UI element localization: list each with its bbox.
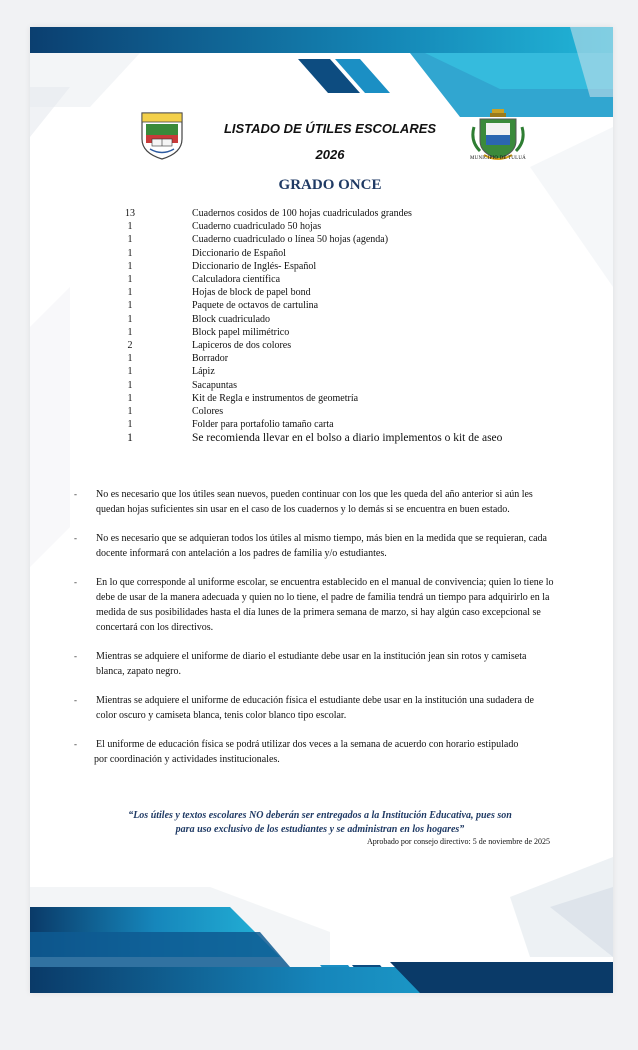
- supply-qty: 1: [127, 379, 133, 391]
- supply-row: [122, 299, 562, 312]
- supply-qty: 1: [127, 392, 133, 404]
- note-text: Mientras se adquiere el uniforme de diario el estudiante debe usar en la institución jean sin rotos y camiseta blanca, zapato negro.: [96, 651, 527, 677]
- notes-list: [74, 487, 554, 781]
- document-page: [30, 27, 613, 993]
- note-dash: -: [74, 695, 77, 705]
- quote-line: para uso exclusivo de los estudiantes y se administran en los hogares”: [175, 824, 465, 835]
- supply-row: [122, 405, 562, 418]
- supply-row: [122, 233, 562, 246]
- note-text: No es necesario que se adquieran todos los útiles al mismo tiempo, más bien en la medida que se requieran, cada docente informará con antelación a los padres de familia y/o estudiantes.: [96, 533, 547, 559]
- supply-qty: 1: [127, 432, 133, 445]
- note-item: [74, 575, 554, 635]
- note-dash: -: [74, 533, 77, 543]
- supply-item: Colores: [192, 406, 224, 418]
- supply-item: Se recomienda llevar en el bolso a diario implementos o kit de aseo: [192, 432, 503, 445]
- note-text: [96, 737, 554, 767]
- supply-row: [122, 260, 562, 273]
- closing-quote: [85, 809, 555, 837]
- supply-qty: 1: [127, 326, 133, 338]
- note-text: Mientras se adquiere el uniforme de educación física el estudiante debe usar en la institución una sudadera de color oscuro y camiseta blanca, tenis color blanco tipo escolar.: [96, 695, 534, 721]
- quote-line: “Los útiles y textos escolares NO deberán ser entregados a la Institución Educativa, pues son: [128, 810, 512, 821]
- note-text-line: El uniforme de educación física se podrá utilizar dos veces a la semana de acuerdo con horario estipulado: [96, 739, 519, 750]
- supply-row: [122, 313, 562, 326]
- note-item: [74, 649, 554, 679]
- supply-row: [122, 220, 562, 233]
- supply-qty: 1: [127, 366, 133, 378]
- supply-row: [122, 326, 562, 339]
- note-item: [74, 487, 554, 517]
- supply-item: Hojas de block de papel bond: [192, 287, 311, 299]
- supply-row: [122, 392, 562, 405]
- supply-qty: 1: [127, 300, 133, 312]
- supply-qty: 1: [127, 221, 133, 233]
- supply-item: Paquete de octavos de cartulina: [192, 300, 319, 312]
- supply-row: [122, 207, 562, 220]
- supply-row: [122, 365, 562, 378]
- supply-qty: 1: [127, 247, 133, 259]
- supply-qty: 2: [127, 340, 133, 352]
- supply-item: Block cuadriculado: [192, 313, 271, 325]
- supply-item: Borrador: [192, 353, 229, 365]
- approval-note: Aprobado por consejo directivo: 5 de noviembre de 2025: [366, 837, 550, 846]
- supply-qty: 1: [127, 353, 133, 365]
- supply-item: Diccionario de Español: [192, 247, 286, 259]
- note-item: [74, 693, 554, 723]
- supply-item: Block papel milimétrico: [192, 326, 290, 338]
- note-item: [74, 737, 554, 767]
- supply-qty: 1: [127, 406, 133, 418]
- grade-heading: GRADO ONCE: [278, 177, 382, 193]
- supply-row: [122, 418, 562, 431]
- municipality-label: MUNICIPIO DE TULUÁ: [469, 156, 526, 161]
- note-dash: -: [74, 739, 77, 749]
- note-text: No es necesario que los útiles sean nuevos, pueden continuar con los que les queda del año anterior si aún les quedan hojas suficientes sin usar en el caso de los cuadernos y lo demás si se encuentra en buen estado.: [96, 489, 533, 515]
- note-text-line: por coordinación y actividades institucionales.: [94, 754, 280, 765]
- supply-row: [122, 247, 562, 260]
- supply-item: Cuaderno cuadriculado o línea 50 hojas (agenda): [192, 234, 389, 246]
- supply-item: Kit de Regla e instrumentos de geometría: [192, 392, 359, 404]
- supply-qty: 13: [125, 208, 135, 219]
- supply-item: Lápiz: [192, 366, 215, 378]
- supply-row: [122, 352, 562, 365]
- supply-row: [122, 379, 562, 392]
- document-year: 2026: [315, 147, 345, 162]
- note-item: [74, 531, 554, 561]
- supply-qty: 1: [127, 313, 133, 325]
- supply-item: Cuadernos cosidos de 100 hojas cuadriculados grandes: [192, 208, 412, 219]
- supply-item: Lapiceros de dos colores: [192, 340, 292, 352]
- supply-row: [122, 339, 562, 352]
- supply-item: Cuaderno cuadriculado 50 hojas: [192, 221, 322, 233]
- supply-qty: 1: [127, 260, 133, 272]
- note-text: En lo que corresponde al uniforme escolar, se encuentra establecido en el manual de convivencia; quien lo tiene lo debe de usar de la manera adecuada y quien no lo tiene, el padre de familia tendrá un tiempo para adquirirlo en la medida de sus posibilidades hasta el día lunes de la primera semana de marzo, si hay algún caso excepcional se concertará con los directivos.: [96, 577, 554, 633]
- document-title: LISTADO DE ÚTILES ESCOLARES: [223, 121, 437, 136]
- note-dash: -: [74, 489, 77, 499]
- supply-qty: 1: [127, 287, 133, 299]
- supplies-list: [122, 207, 562, 445]
- note-dash: -: [74, 577, 77, 587]
- supply-row: [122, 273, 562, 286]
- supply-item: Sacapuntas: [192, 379, 237, 391]
- supply-item: Calculadora científica: [192, 274, 281, 286]
- note-dash: -: [74, 651, 77, 661]
- supply-item: Diccionario de Inglés- Español: [192, 260, 317, 272]
- supply-row: [122, 286, 562, 299]
- supply-row: [122, 431, 562, 445]
- supply-qty: 1: [127, 274, 133, 286]
- supply-qty: 1: [127, 234, 133, 246]
- supply-item: Folder para portafolio tamaño carta: [192, 419, 334, 431]
- supply-qty: 1: [127, 419, 133, 431]
